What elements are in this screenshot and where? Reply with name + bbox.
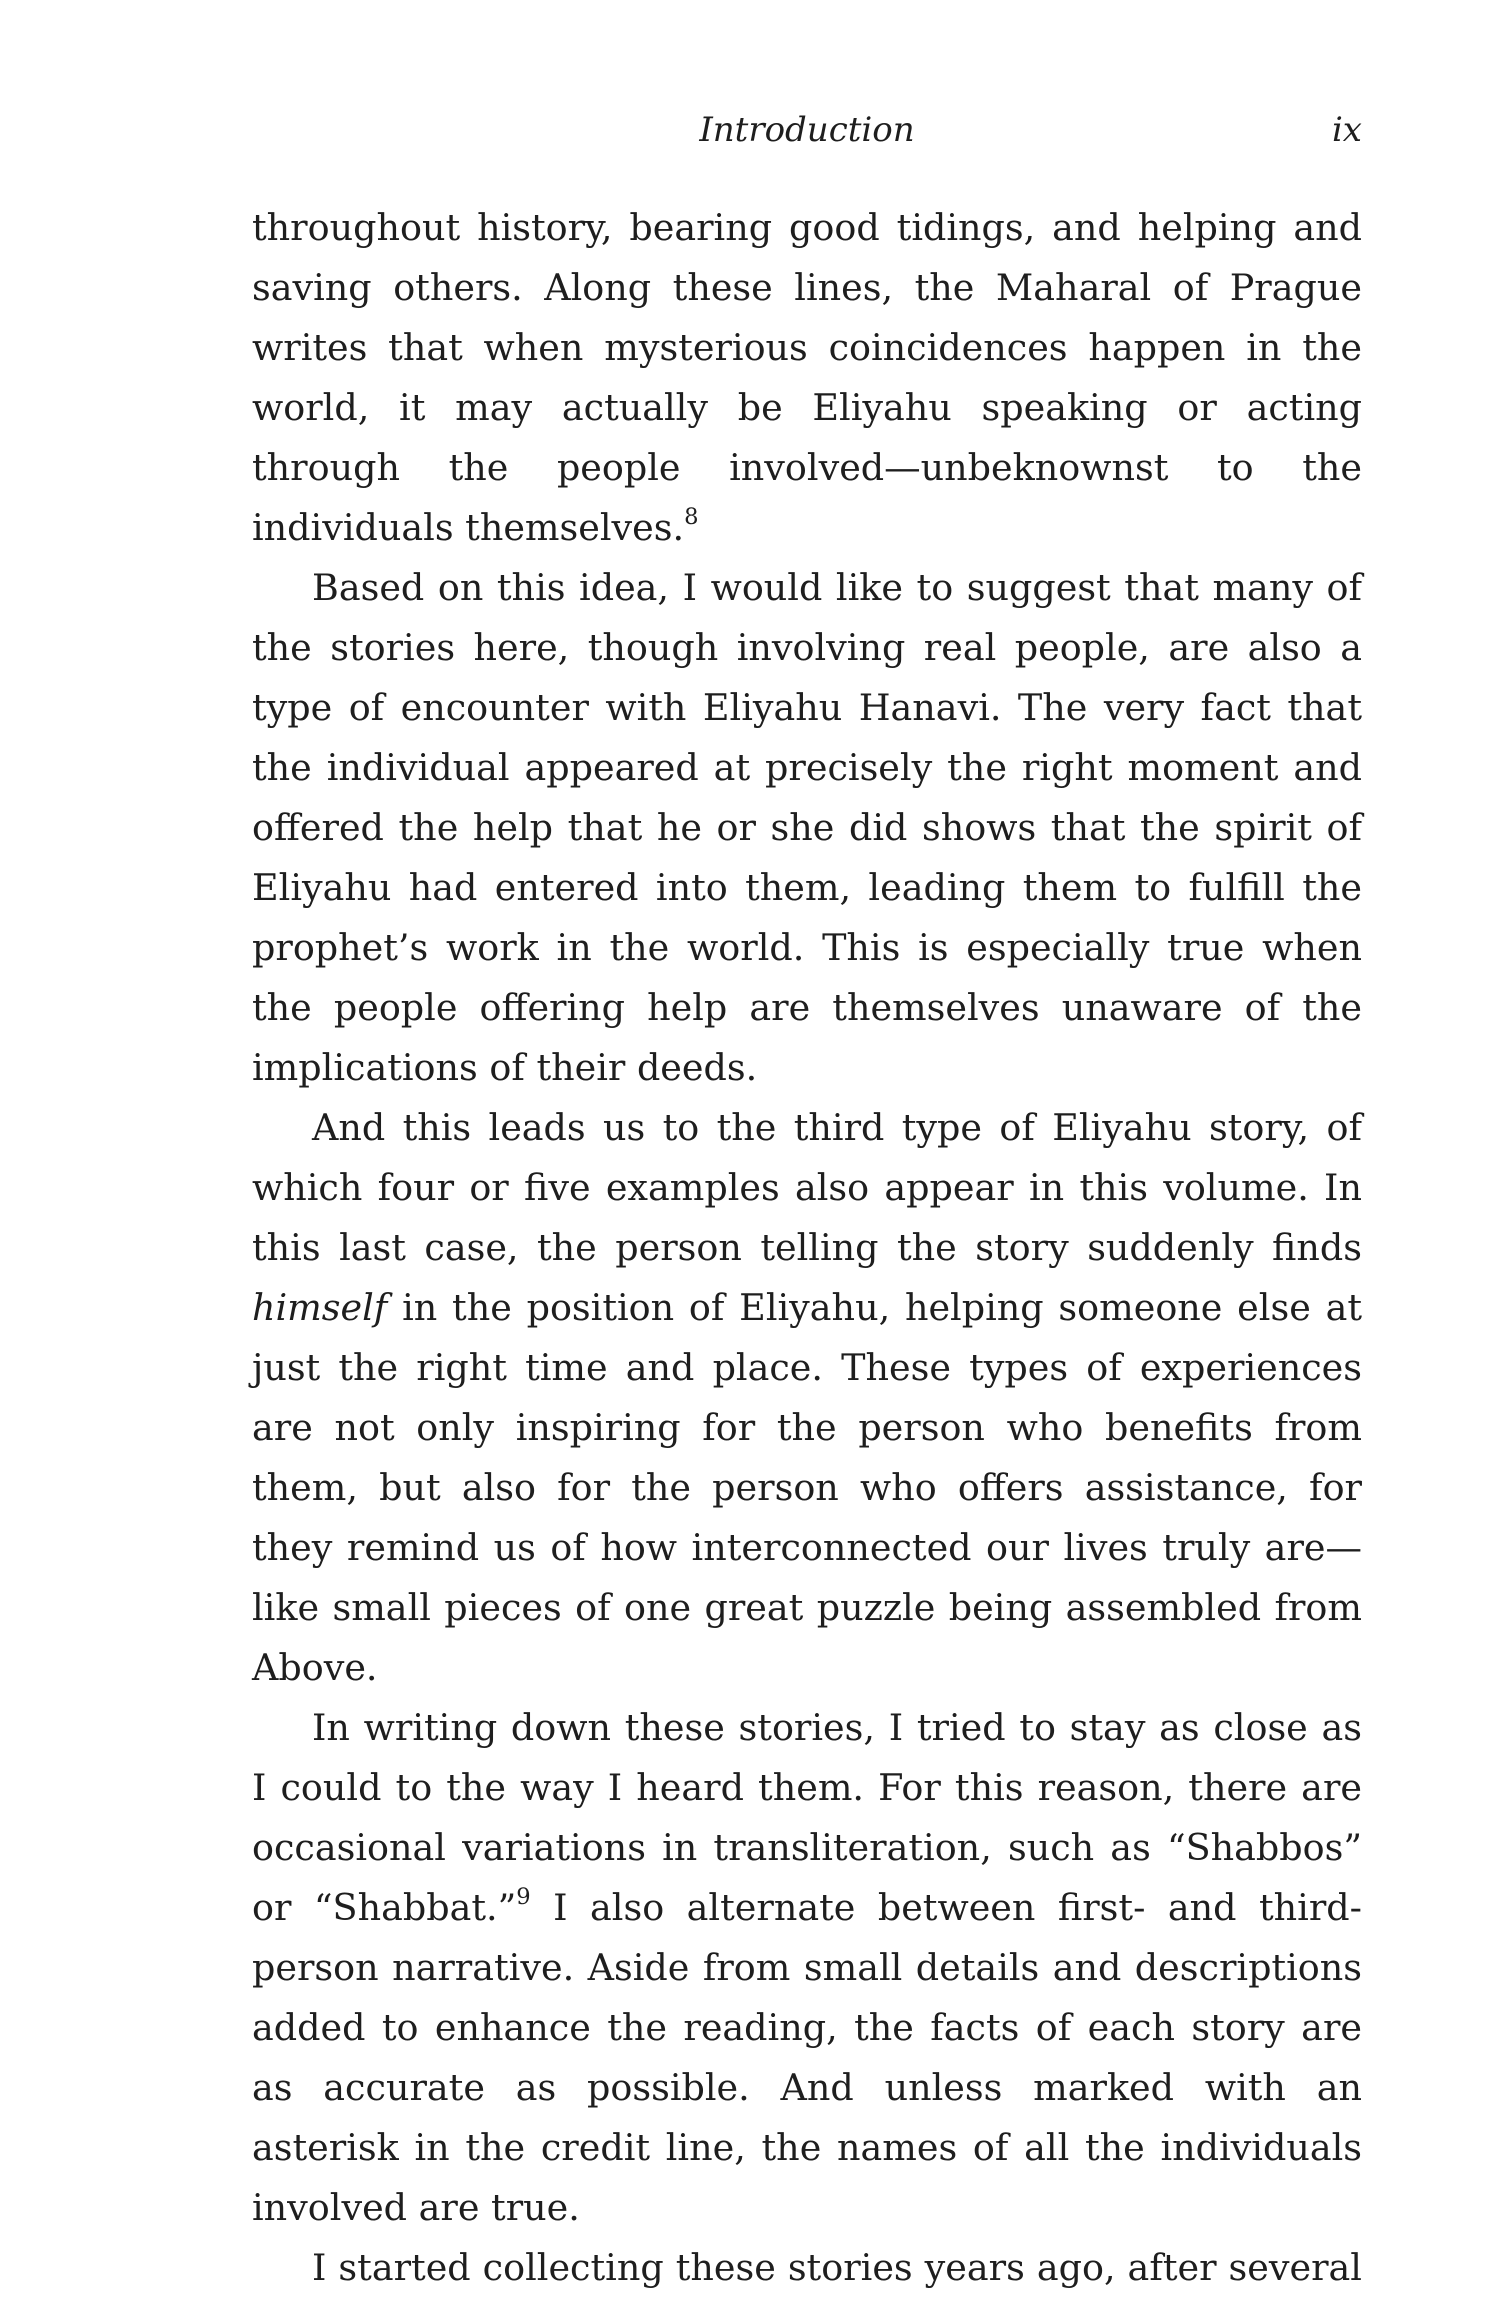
paragraph-4-text-after: I also alternate between first- and third-person narrative. Aside from small details and descriptions added to enhance the reading, the facts of each story are as accurate as possible. And unless marked with an asterisk in the credit line, the names of all the individuals involved are true.: [252, 1886, 1362, 2229]
running-title: Introduction: [699, 110, 915, 150]
page-number: ix: [1331, 110, 1362, 150]
paragraph-5: I started collecting these stories years ago, after several: [312, 2246, 1362, 2289]
body-text: [252, 198, 1362, 2298]
paragraph-4: [252, 1698, 1362, 2238]
emphasis-himself: himself: [252, 1286, 388, 1329]
paragraph-1: [252, 198, 1362, 558]
footnote-ref-8: 8: [684, 504, 699, 531]
footnote-ref-9: 9: [516, 1884, 531, 1911]
paragraph-1-text: throughout history, bearing good tidings, and helping and saving others. Along these lines, the Maharal of Prague writes that when mysterious coincidences happen in the world, it may actually be Eliyahu speaking or acting through the people involved—unbeknownst to the individuals themselves.: [252, 206, 1362, 549]
paragraph-3-text-before: And this leads us to the third type of Eliyahu story, of which four or five examples also appear in this volume. In this last case, the person telling the story suddenly finds: [252, 1106, 1362, 1269]
paragraph-4-text-before: In writing down these stories, I tried to stay as close as I could to the way I heard them. For this reason, there are occasional variations in transliteration, such as “Shabbos” or “Shabbat.”: [252, 1706, 1362, 1929]
paragraph-3-text-after: in the position of Eliyahu, helping someone else at just the right time and place. These types of experiences are not only inspiring for the person who benefits from them, but also for the person who offers assistance, for they remind us of how interconnected our lives truly are—like small pieces of one great puzzle being assembled from Above.: [252, 1286, 1362, 1689]
paragraph-3: [252, 1098, 1362, 1698]
paragraph-2: Based on this idea, I would like to suggest that many of the stories here, though involving real people, are also a type of encounter with Eliyahu Hanavi. The very fact that the individual appeared at precisely the right moment and offered the help that he or she did shows that the spirit of Eliyahu had entered into them, leading them to fulfill the prophet’s work in the world. This is especially true when the people offering help are themselves unaware of the implications of their deeds.: [252, 566, 1362, 1089]
running-header: [252, 100, 1362, 160]
